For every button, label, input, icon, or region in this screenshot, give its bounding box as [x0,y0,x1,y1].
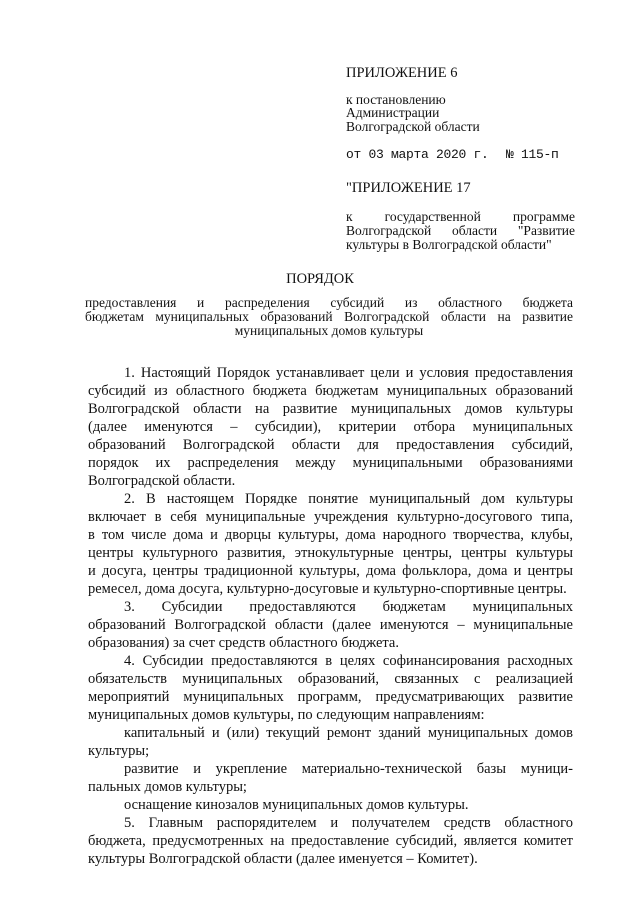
program-line-2: Волгоградской области "Развитие [346,223,575,238]
body-line: обязательств муниципальных образований, связанных с реализацией [88,671,573,687]
region-text: Волгоградской области [346,119,480,134]
body-line: культуры Волгоградской области (далее именуется – Комитет). [88,851,478,867]
body-line: 4. Субсидии предоставляются в целях софинансирования расходных [124,653,573,669]
body-line: образований Волгоградской области (далее именуются – муниципальные [88,617,573,633]
subtitle-line-1: предоставления и распределения субсидий из областного бюджета [85,295,573,310]
body-line: капитальный и (или) текущий ремонт зданий муниципальных домов [124,725,573,741]
body-line: бюджета, предусмотренных на предоставление субсидий, является комитет [88,833,573,849]
body-line: муниципальных домов культуры, по следующим направлениям: [88,707,485,723]
body-line: 3. Субсидии предоставляются бюджетам муниципальных [124,599,573,615]
body-line: включает в себя муниципальные учреждения культурно-досугового типа, [88,509,573,525]
program-line-3: культуры в Волгоградской области" [346,237,552,252]
program-line-1: к государственной программе [346,209,575,224]
body-line: оснащение кинозалов муниципальных домов культуры. [124,797,469,813]
body-line: пальных домов культуры; [88,779,247,795]
appendix17-title: "ПРИЛОЖЕНИЕ 17 [346,180,471,196]
body-line: центры культурного развития, этнокультурные центры, центры культуры [88,545,573,561]
body-line: порядок их распределения между муниципальными образованиями [88,455,573,471]
body-line: 2. В настоящем Порядке понятие муниципальный дом культуры [124,491,573,507]
body-line: мероприятий муниципальных программ, предусматривающих развитие [88,689,573,705]
document-heading: ПОРЯДОК [286,271,354,287]
administration-text: Администрации [346,105,440,120]
body-line: в том числе дома и дворцы культуры, дома народного творчества, клубы, [88,527,573,543]
appendix-title: ПРИЛОЖЕНИЕ 6 [346,65,458,81]
body-line: (далее именуются – субсидии), критерии отбора муниципальных [88,419,573,435]
body-line: Волгоградской области на развитие муниципальных домов культуры [88,401,573,417]
body-line: образований Волгоградской области для предоставления субсидий, [88,437,573,453]
subtitle-line-3: муниципальных домов культуры [234,323,424,338]
body-line: 1. Настоящий Порядок устанавливает цели и условия предоставления [124,365,573,381]
body-line: развитие и укрепление материально-технической базы муници- [124,761,573,777]
body-line: и досуга, центры традиционной культуры, дома фольклора, дома и центры [88,563,573,579]
subtitle-line-2: бюджетам муниципальных образований Волгоградской области на развитие [85,309,573,324]
decree-date: от 03 марта 2020 г. [346,147,489,162]
body-line: Волгоградской области. [88,473,236,489]
body-line: образования) за счет средств областного бюджета. [88,635,399,651]
body-line: культуры; [88,743,150,759]
body-line: 5. Главным распорядителем и получателем средств областного [124,815,573,831]
body-line: субсидий из областного бюджета бюджетам муниципальных образований [88,383,573,399]
decree-number: № 115-п [506,147,559,162]
body-line: ремесел, дома досуга, культурно-досуговые и культурно-спортивные центры. [88,581,567,597]
to-resolution-text: к постановлению [346,92,446,107]
